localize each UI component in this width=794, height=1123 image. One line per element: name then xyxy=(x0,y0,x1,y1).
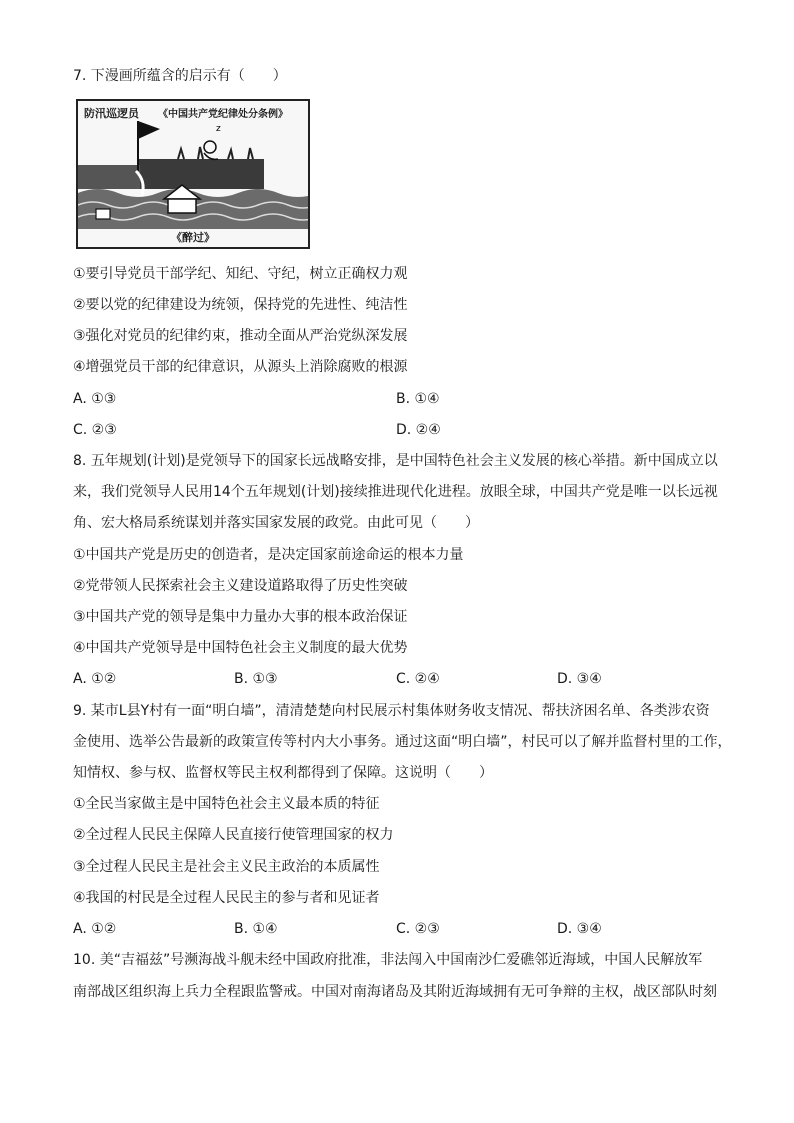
zzz-mark: z xyxy=(216,124,221,134)
house-wall xyxy=(168,199,196,213)
q9-item-4: ④我国的村民是全过程人民民主的参与者和见证者 xyxy=(73,890,380,906)
q9-option-b[interactable]: B. ①④ xyxy=(234,921,278,937)
q9-option-a[interactable]: A. ①② xyxy=(73,921,117,937)
q9-stem-line-3: 知情权、参与权、监督权等民主权利都得到了保障。这说明（ ） xyxy=(73,765,493,781)
q7-item-3: ③强化对党员的纪律约束，推动全面从严治党纵深发展 xyxy=(73,328,408,344)
q7-item-1: ①要引导党员干部学纪、知纪、守纪，树立正确权力观 xyxy=(73,266,408,282)
q8-item-4: ④中国共产党领导是中国特色社会主义制度的最大优势 xyxy=(73,640,408,656)
q8-option-a[interactable]: A. ①② xyxy=(73,671,117,687)
cartoon-illustration xyxy=(78,101,308,247)
q8-option-d[interactable]: D. ③④ xyxy=(557,671,602,687)
cartoon-label-left: 防汛巡逻员 xyxy=(84,107,139,120)
q7-cartoon xyxy=(76,99,310,249)
floating-box xyxy=(96,209,110,219)
q8-option-c[interactable]: C. ②④ xyxy=(396,671,440,687)
q7-option-a[interactable]: A. ①③ xyxy=(73,391,117,407)
q9-item-1: ①全民当家做主是中国特色社会主义最本质的特征 xyxy=(73,796,380,812)
q7-option-b[interactable]: B. ①④ xyxy=(396,391,440,407)
q10-stem-line-2: 南部战区组织海上兵力全程跟监警戒。中国对南海诸岛及其附近海域拥有无可争辩的主权，战区部队时刻 xyxy=(73,984,717,1000)
q9-stem-line-2: 金使用、选举公告最新的政策宣传等村内大小事务。通过这面“明白墙”，村民可以了解并监督村里的工作， xyxy=(73,734,732,750)
q8-option-b[interactable]: B. ①③ xyxy=(234,671,278,687)
q8-item-3: ③中国共产党的领导是集中力量办大事的根本政治保证 xyxy=(73,609,408,625)
q9-item-3: ③全过程人民民主是社会主义民主政治的本质属性 xyxy=(73,859,380,875)
q7-item-2: ②要以党的纪律建设为统领，保持党的先进性、纯洁性 xyxy=(73,297,408,313)
q8-stem-line-2: 来，我们党领导人民用14个五年规划(计划)接续推进现代化进程。放眼全球，中国共产党是唯一以长远视 xyxy=(73,484,718,500)
dike-wall xyxy=(138,159,264,189)
cartoon-caption: 《醉过》 xyxy=(171,231,215,244)
q9-stem-line-1: 9. 某市L县Y村有一面“明白墙”，清清楚楚向村民展示村集体财务收支情况、帮扶济困名单、各类涉农资 xyxy=(73,703,710,719)
q8-item-1: ①中国共产党是历史的创造者，是决定国家前途命运的根本力量 xyxy=(73,547,464,563)
q7-stem: 7. 下漫画所蕴含的启示有（ ） xyxy=(73,68,287,84)
q9-option-c[interactable]: C. ②③ xyxy=(396,921,440,937)
dike-left xyxy=(78,165,140,189)
person-body xyxy=(204,153,218,159)
q8-stem-line-3: 角、宏大格局系统谋划并落实国家发展的政党。由此可见（ ） xyxy=(73,515,479,531)
q7-item-4: ④增强党员干部的纪律意识，从源头上消除腐败的根源 xyxy=(73,359,408,375)
q9-item-2: ②全过程人民民主保障人民直接行使管理国家的权力 xyxy=(73,827,394,843)
q8-item-2: ②党带领人民探索社会主义建设道路取得了历史性突破 xyxy=(73,578,408,594)
flag xyxy=(138,121,160,139)
q8-stem-line-1: 8. 五年规划(计划)是党领导下的国家长远战略安排，是中国特色社会主义发展的核心举措。新中国成立以 xyxy=(73,453,718,469)
q9-option-d[interactable]: D. ③④ xyxy=(557,921,602,937)
q7-option-c[interactable]: C. ②③ xyxy=(73,422,117,438)
q10-stem-line-1: 10. 美“吉福兹”号濒海战斗舰未经中国政府批准，非法闯入中国南沙仁爱礁邻近海域，中国人民解放军 xyxy=(73,952,703,968)
cartoon-label-right: 《中国共产党纪律处分条例》 xyxy=(158,109,288,120)
q7-option-d[interactable]: D. ②④ xyxy=(396,422,441,438)
person-head xyxy=(204,141,216,153)
